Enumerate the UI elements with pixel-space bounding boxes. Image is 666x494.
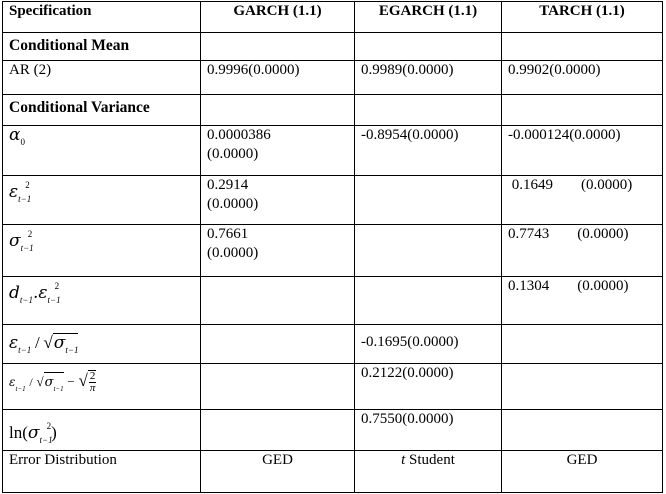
row-label-eps-sigma-minus: $\varepsilon_{t-1} / √\sigma_{t-1}$ − √ $\frac{2}{\pi}$ — [3, 364, 201, 410]
egarch-alpha0: -0.8954(0.0000) — [355, 126, 502, 176]
garch-error-distribution: GED — [201, 451, 355, 493]
table-row — [3, 126, 663, 176]
garch-alpha0: 0.0000386 (0.0000) — [201, 126, 355, 176]
egarch-ln-sigma: 0.7550(0.0000) — [355, 410, 502, 451]
egarch-eps-over-sigma: -0.1695(0.0000) — [355, 325, 502, 364]
row-label-eps-squared: $\varepsilon_{t-1}^2$ — [3, 176, 201, 225]
row-label-d-eps-squared: $d_{t-1}.\varepsilon_{t-1}^2$ — [3, 277, 201, 325]
table-row — [3, 451, 663, 493]
section-conditional-variance: Conditional Variance — [3, 95, 201, 126]
garch-ar2: 0.9996(0.0000) — [201, 61, 355, 95]
section-row-variance — [3, 95, 663, 126]
tarch-eps-squared: 0.1649 (0.0000) — [502, 176, 663, 225]
table-row — [3, 325, 663, 364]
section-row-mean — [3, 33, 663, 61]
table-row — [3, 61, 663, 95]
garch-eps-squared: 0.2914 (0.0000) — [201, 176, 355, 225]
row-label-error-distribution: Error Distribution — [3, 451, 201, 493]
egarch-eps-sigma-minus: 0.2122(0.0000) — [355, 364, 502, 410]
row-label-eps-over-sigma: $\varepsilon_{t-1} / √\sigma_{t-1}$ — [3, 325, 201, 364]
header-garch: GARCH (1.1) — [201, 2, 355, 33]
table-row — [3, 364, 663, 410]
row-label-ar2: AR (2) — [3, 61, 201, 95]
row-label-ln-sigma: $\ln(\sigma_{t-1}^2)$ — [3, 410, 201, 451]
tarch-error-distribution: GED — [502, 451, 663, 493]
garch-sigma-squared: 0.7661 (0.0000) — [201, 225, 355, 277]
table-row — [3, 225, 663, 277]
header-specification: Specification — [3, 2, 201, 33]
row-label-alpha0: $\alpha_0$ — [3, 126, 201, 176]
specification-table — [2, 1, 663, 493]
tarch-alpha0: -0.000124(0.0000) — [502, 126, 663, 176]
tarch-sigma-squared: 0.7743 (0.0000) — [502, 225, 663, 277]
table-row — [3, 410, 663, 451]
header-tarch: TARCH (1.1) — [502, 2, 663, 33]
header-row — [3, 2, 663, 33]
table-row — [3, 176, 663, 225]
section-conditional-mean: Conditional Mean — [3, 33, 201, 61]
egarch-error-distribution: t Student — [355, 451, 502, 493]
tarch-d-eps-squared: 0.1304 (0.0000) — [502, 277, 663, 325]
egarch-ar2: 0.9989(0.0000) — [355, 61, 502, 95]
header-egarch: EGARCH (1.1) — [355, 2, 502, 33]
row-label-sigma-squared: $\sigma_{t-1}^2$ — [3, 225, 201, 277]
tarch-ar2: 0.9902(0.0000) — [502, 61, 663, 95]
table-row — [3, 277, 663, 325]
